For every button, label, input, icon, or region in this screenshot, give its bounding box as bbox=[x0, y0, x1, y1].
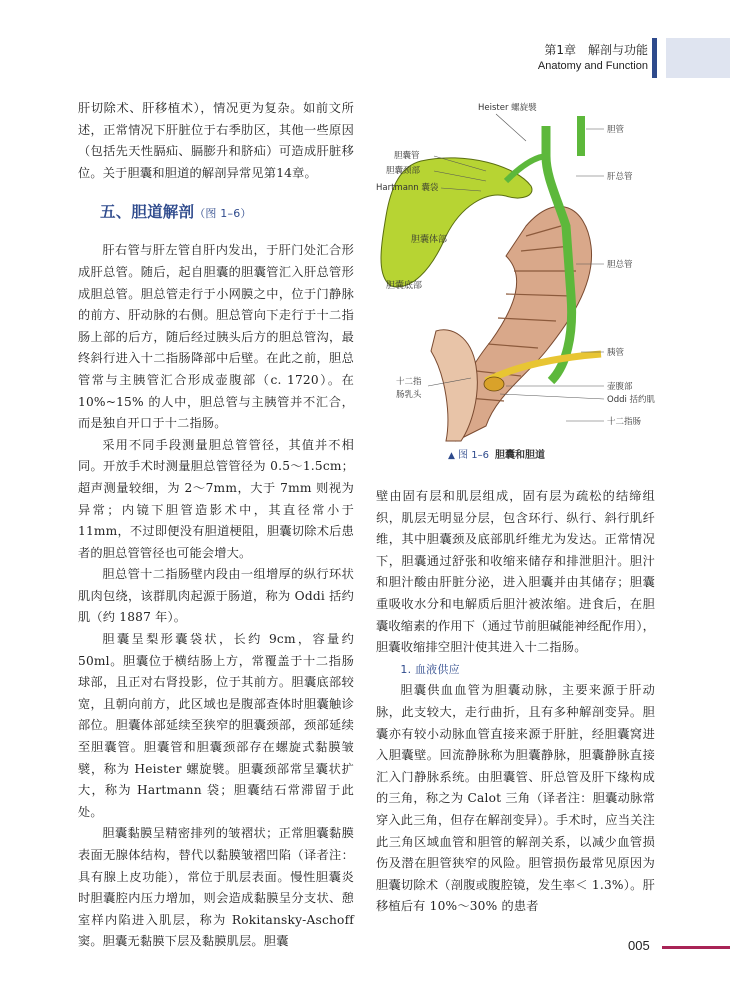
label-bile-duct: 胆管 bbox=[607, 125, 625, 135]
chapter-title: 第1章 解剖与功能 bbox=[544, 43, 648, 57]
label-duodenum: 十二指肠 bbox=[607, 417, 642, 427]
label-ampulla: 壶腹部 bbox=[607, 382, 633, 392]
caption-marker: ▲ bbox=[448, 451, 455, 461]
paragraph: 胆总管十二指肠壁内段由一组增厚的纵行环状肌肉包绕，该群肌肉起源于肠道，称为 Oddi 括约肌（约 1887 年）。 bbox=[78, 567, 354, 625]
right-column bbox=[376, 486, 655, 918]
label-common-bile-duct: 胆总管 bbox=[607, 260, 633, 270]
subheading bbox=[376, 659, 655, 681]
subheading-text: 1. 血液供应 bbox=[400, 662, 460, 676]
label-papilla-1: 十二指 bbox=[396, 377, 422, 387]
section-heading bbox=[100, 201, 354, 225]
paragraph: 采用不同手段测量胆总管管径，其值并不相同。开放手术时测量胆总管管径为 0.5～1.5cm；超声测量较细，为 2～7mm，大于 7mm 则视为异常；内镜下胆管造影术中，其直径常小于 11mm，不过即便没有胆道梗阻，胆囊切除术后患者的胆总管管径也可能会增大。 bbox=[78, 437, 354, 560]
label-gallbladder-fundus: 胆囊底部 bbox=[386, 281, 423, 291]
label-common-hepatic-duct: 肝总管 bbox=[607, 172, 633, 182]
cystic-duct bbox=[506, 156, 548, 181]
label-gallbladder-duct: 胆囊管 bbox=[394, 151, 420, 161]
header-accent-bar bbox=[652, 38, 657, 78]
label-heister: Heister 螺旋襞 bbox=[478, 103, 537, 113]
label-hartmann: Hartmann 囊袋 bbox=[376, 183, 439, 193]
label-oddi: Oddi 括约肌 bbox=[607, 395, 656, 405]
section-figure-ref: （图 1–6） bbox=[194, 207, 252, 221]
chapter-title-en: Anatomy and Function bbox=[537, 60, 648, 72]
label-gallbladder-body: 胆囊体部 bbox=[411, 235, 448, 245]
section-title: 五、胆道解剖 bbox=[100, 203, 195, 222]
ampulla-shape bbox=[484, 377, 504, 391]
caption-number: 图 1–6 bbox=[458, 450, 490, 461]
biliary-anatomy-figure bbox=[376, 96, 666, 476]
paragraph: 肝右管与肝左管自肝内发出，于肝门处汇合形成肝总管。随后，起自胆囊的胆囊管汇入肝总管形成胆总管。胆总管走行于小网膜之中，位于门静脉的前方、肝动脉的右侧。胆总管向下走行于十二指肠上部的后方，随后经过胰头后方的胆总管沟，最终斜行进入十二指肠降部中后壁。在此之前，胆总管常与主胰管汇合形成壶腹部（c. 1720）。在 10%~15% 的人中，胆总管与主胰管并不汇合，而是独自开口于十二指肠。 bbox=[78, 243, 354, 431]
paragraph: 壁由固有层和肌层组成，固有层为疏松的结缔组织，肌层无明显分层，包含环行、纵行、斜行肌纤维，其中胆囊颈及底部肌纤维尤为发达。正常情况下，胆囊通过舒张和收缩来储存和排泄胆汁。胆汁和胆汁酸由肝脏分泌，进入胆囊并由其储存；胆囊重吸收水分和电解质后胆汁被浓缩。进食后，在胆囊收缩素的作用下（通过节前胆碱能神经配作用），胆囊收缩排空胆汁使其进入十二指肠。 bbox=[376, 489, 655, 655]
figure-caption bbox=[448, 446, 545, 461]
footer-accent-line bbox=[662, 946, 730, 949]
paragraph: 肝切除术、肝移植术），情况更为复杂。如前文所述，正常情况下肝脏位于右季肋区，其他一些原因（包括先天性膈疝、膈膨升和脐疝）可造成肝脏移位。关于胆囊和胆道的解剖异常见第14章。 bbox=[78, 101, 354, 180]
label-gallbladder-neck: 胆囊颈部 bbox=[386, 166, 421, 176]
paragraph: 胆囊供血血管为胆囊动脉，主要来源于肝动脉，此支较大，走行曲折，且有多种解剖变异。胆囊亦有较小动脉血管直接来源于肝脏，经胆囊窝进入胆囊壁。回流静脉称为胆囊静脉，胆囊静脉直接汇入门静脉系统。由胆囊管、肝总管及肝下缘构成的三角，称之为 Calot 三角（译者注：胆囊动脉常穿入此三角，但存在解剖变异）。手术时，应当关注此三角区域血管和胆管的解剖关系，以减少血管损伤及潜在胆管狭窄的风险。胆管损伤最常见原因为胆囊切除术（剖腹或腹腔镜，发生率＜ 1.3%）。肝移植后有 10%～30% 的患者 bbox=[376, 683, 655, 914]
page-number: 005 bbox=[628, 938, 650, 953]
label-pancreatic-duct: 胰管 bbox=[607, 348, 625, 358]
caption-title: 胆囊和胆道 bbox=[495, 450, 546, 461]
paragraph: 胆囊呈梨形囊袋状，长约 9cm，容量约 50ml。胆囊位于横结肠上方，常覆盖于十二指肠球部，且正对右肾投影，位于其前方。胆囊底部较宽，且朝向前方，此区域也是腹部查体时胆囊触诊部位。胆囊体部延续至狭窄的胆囊颈部，颈部延续至胆囊管。胆囊管和胆囊颈部存在螺旋式黏膜皱襞，称为 Heister 螺旋襞。胆囊颈部常呈囊状扩大，称为 Hartmann 袋；胆囊结石常滞留于此处。 bbox=[78, 632, 354, 819]
left-column bbox=[78, 98, 354, 953]
paragraph: 胆囊黏膜呈精密排列的皱褶状；正常胆囊黏膜表面无腺体结构，替代以黏膜皱褶凹陷（译者注：具有腺上皮功能），常位于肌层表面。慢性胆囊炎时胆囊腔内压力增加，则会造成黏膜呈分支状、憩室样内陷进入肌层，称为 Rokitansky-Aschoff 窦。胆囊无黏膜下层及黏膜肌层。胆囊 bbox=[78, 826, 354, 949]
label-papilla-2: 肠乳头 bbox=[396, 390, 422, 400]
header-accent-block bbox=[666, 38, 730, 78]
